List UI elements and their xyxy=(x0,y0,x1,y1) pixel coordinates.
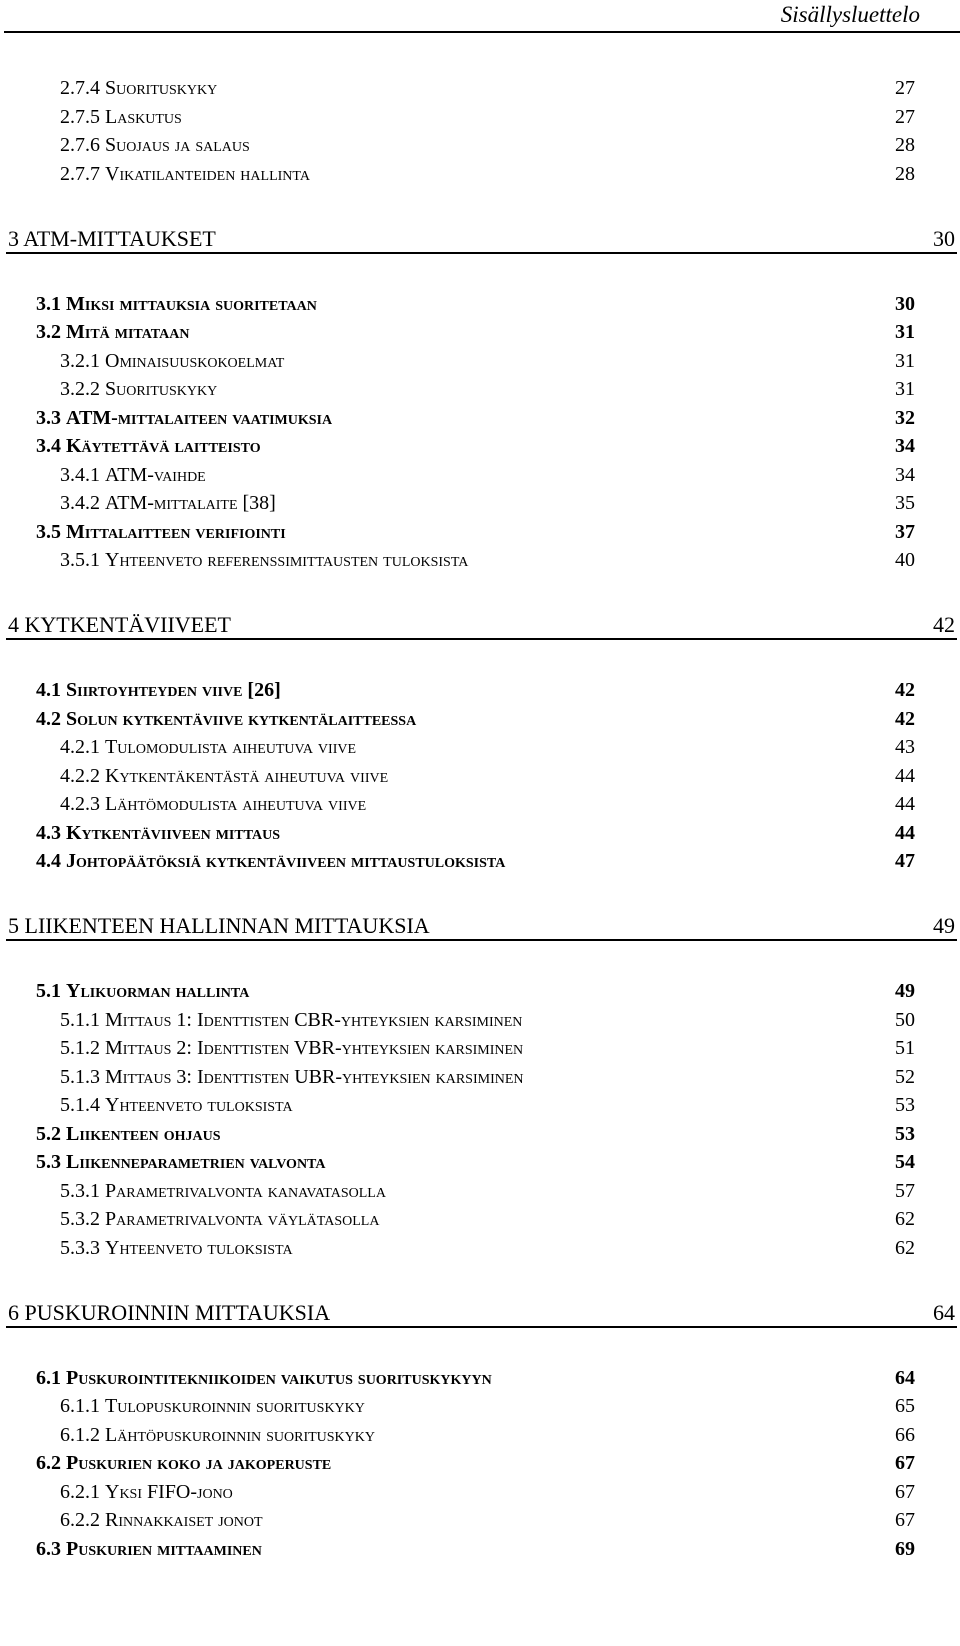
toc-entry[interactable] xyxy=(0,1148,960,1176)
toc-entry-page-number: 44 xyxy=(895,764,915,787)
toc-entry-label xyxy=(60,1009,522,1031)
toc-entry-label xyxy=(60,492,276,514)
toc-entry-number: 3.2.2 xyxy=(60,378,100,400)
toc-entry-label xyxy=(36,708,416,730)
header-rule xyxy=(4,31,960,33)
toc-entry[interactable] xyxy=(0,432,960,460)
toc-entry-label xyxy=(60,765,388,787)
toc-entry-label xyxy=(60,163,310,185)
toc-entry-title: Tulopuskuroinnin suorituskyky xyxy=(105,1395,365,1417)
toc-entry[interactable] xyxy=(0,1364,960,1392)
toc-entry-page-number: 28 xyxy=(895,134,915,156)
toc-entry-label xyxy=(60,1208,379,1230)
toc-entry-page-number: 47 xyxy=(895,850,915,872)
toc-entry-number: 5.3 xyxy=(36,1151,61,1173)
toc-entry[interactable] xyxy=(0,347,960,375)
toc-entry-label xyxy=(60,549,468,571)
toc-entry-label xyxy=(60,1094,293,1116)
toc-entry[interactable] xyxy=(0,131,960,159)
toc-entry-label xyxy=(60,1237,293,1259)
toc-entry-label xyxy=(60,106,182,128)
toc-entry-title: Vikatilanteiden hallinta xyxy=(105,162,310,185)
toc-entry-number: 3.3 xyxy=(36,406,61,429)
toc-entry-page-number: 42 xyxy=(895,707,915,730)
toc-entry-page-number: 49 xyxy=(933,913,955,938)
toc-entry-number: 6.3 xyxy=(36,1537,61,1560)
toc-entry-number: 5.3.3 xyxy=(60,1236,100,1259)
toc-entry-title: Yhteenveto tuloksista xyxy=(105,1094,293,1116)
toc-entry-label xyxy=(60,736,356,758)
toc-entry[interactable] xyxy=(0,705,960,733)
toc-entry-title: Johtopäätöksiä kytkentäviiveen mittaustuloksista xyxy=(66,850,506,872)
toc-entry[interactable] xyxy=(0,489,960,517)
toc-entry-label xyxy=(8,915,430,937)
toc-chapter-entry[interactable] xyxy=(6,222,957,254)
toc-entry-label xyxy=(36,1151,325,1173)
toc-entry-page-number: 32 xyxy=(895,406,915,429)
toc-entry[interactable] xyxy=(0,1205,960,1233)
toc-entry[interactable] xyxy=(0,1535,960,1563)
toc-entry-number: 3.4.2 xyxy=(60,492,100,514)
toc-entry-number: 4.2 xyxy=(36,707,61,730)
toc-entry-page-number: 30 xyxy=(895,292,915,315)
toc-entry-number: 3.5 xyxy=(36,520,61,543)
toc-entry-title: Puskurien koko ja jakoperuste xyxy=(66,1452,332,1474)
toc-entry-title: Mittaus 2: Identtisten VBR-yhteyksien karsiminen xyxy=(105,1037,524,1059)
toc-entry-number: 6.2 xyxy=(36,1452,61,1474)
toc-entry-page-number: 35 xyxy=(895,492,915,514)
toc-entry-number: 4.2.2 xyxy=(60,764,100,787)
toc-entry[interactable] xyxy=(0,1478,960,1506)
toc-entry-label xyxy=(60,1395,365,1417)
toc-entry-page-number: 51 xyxy=(895,1037,915,1059)
toc-entry-label xyxy=(60,1037,523,1059)
toc-entry[interactable] xyxy=(0,546,960,574)
toc-entry[interactable] xyxy=(0,1392,960,1420)
toc-entry-label xyxy=(36,1452,331,1474)
toc-entry[interactable] xyxy=(0,1177,960,1205)
toc-entry-label xyxy=(36,850,505,872)
toc-entry-title: Puskurointitekniikoiden vaikutus suorituskykyyn xyxy=(66,1366,492,1389)
toc-entry-title: Yhteenveto referenssimittausten tuloksista xyxy=(105,549,469,571)
toc-entry-page-number: 53 xyxy=(895,1094,915,1116)
toc-entry-label xyxy=(36,1538,262,1560)
toc-entry-title: Tulomodulista aiheutuva viive xyxy=(105,736,357,758)
toc-entry-page-number: 62 xyxy=(895,1236,915,1259)
toc-entry-title: Liikenneparametrien valvonta xyxy=(66,1151,326,1173)
toc-entry[interactable] xyxy=(0,847,960,875)
toc-entry-label xyxy=(8,225,216,251)
toc-entry-label xyxy=(36,1367,492,1389)
toc-entry-number: 3.2.1 xyxy=(60,349,100,372)
toc-entry-title: Liikenteen ohjaus xyxy=(66,1122,221,1145)
toc-entry[interactable] xyxy=(0,103,960,131)
toc-chapter-entry[interactable] xyxy=(6,608,957,640)
toc-entry-title: PUSKUROINNIN MITTAUKSIA xyxy=(24,1299,331,1325)
toc-entry-title: Mittalaitteen verifiointi xyxy=(66,520,286,543)
toc-entry-label xyxy=(36,321,189,343)
toc-entry-label xyxy=(36,407,332,429)
toc-entry-title: Lähtömodulista aiheutuva viive xyxy=(105,793,367,815)
toc-entry[interactable] xyxy=(0,1120,960,1148)
toc-entry[interactable] xyxy=(0,676,960,704)
toc-entry-label xyxy=(36,980,249,1002)
toc-entry-number: 2.7.6 xyxy=(60,134,100,156)
toc-entry-page-number: 69 xyxy=(895,1537,915,1560)
toc-entry-page-number: 42 xyxy=(933,612,955,637)
toc-entry-number: 5 xyxy=(8,913,19,938)
toc-entry-label xyxy=(60,1481,233,1503)
toc-entry-title: ATM-MITTAUKSET xyxy=(23,225,216,251)
toc-entry-label xyxy=(60,793,366,815)
toc-entry[interactable] xyxy=(0,762,960,790)
toc-entry-page-number: 44 xyxy=(895,793,915,815)
toc-entry-title: Mitä mitataan xyxy=(66,321,190,343)
toc-entry-title: LIIKENTEEN HALLINNAN MITTAUKSIA xyxy=(24,913,430,938)
toc-entry-page-number: 31 xyxy=(895,321,915,343)
toc-entry-label xyxy=(36,679,281,701)
toc-entry-number: 5.1.3 xyxy=(60,1065,100,1088)
toc-entry-number: 5.1.4 xyxy=(60,1094,100,1116)
toc-entry-label xyxy=(36,435,261,457)
toc-entry-title: Parametrivalvonta väylätasolla xyxy=(105,1208,380,1230)
toc-entry-number: 5.2 xyxy=(36,1122,61,1145)
toc-entry-page-number: 28 xyxy=(895,162,915,185)
toc-entry-page-number: 44 xyxy=(895,821,915,844)
toc-entry-title: Miksi mittauksia suoritetaan xyxy=(66,292,317,315)
toc-entry-page-number: 42 xyxy=(895,679,915,701)
toc-entry-page-number: 34 xyxy=(895,463,915,486)
toc-entry-page-number: 64 xyxy=(933,1299,955,1325)
toc-entry-page-number: 67 xyxy=(895,1480,915,1503)
toc-entry-label xyxy=(60,134,250,156)
toc-entry-label xyxy=(60,1180,386,1202)
toc-entry-number: 3 xyxy=(8,225,19,251)
toc-entry-page-number: 62 xyxy=(895,1208,915,1230)
toc-entry-title: Kytkentäviiveen mittaus xyxy=(66,821,280,844)
toc-entry-label xyxy=(60,464,206,486)
toc-entry-label xyxy=(60,378,217,400)
toc-entry-number: 3.5.1 xyxy=(60,549,100,571)
toc-entry-number: 4.2.3 xyxy=(60,793,100,815)
toc-entry[interactable] xyxy=(0,1006,960,1034)
toc-entry[interactable] xyxy=(0,1421,960,1449)
toc-entry-title: ATM-mittalaite [38] xyxy=(105,492,276,514)
toc-entry-title: Rinnakkaiset jonot xyxy=(105,1509,263,1531)
toc-entry-title: Lähtöpuskuroinnin suorituskyky xyxy=(105,1423,376,1446)
toc-entry[interactable] xyxy=(0,1034,960,1062)
toc-entry-title: KYTKENTÄVIIVEET xyxy=(24,612,231,637)
toc-entry[interactable] xyxy=(0,790,960,818)
toc-entry-number: 6 xyxy=(8,1299,19,1325)
toc-entry-label xyxy=(36,1123,220,1145)
toc-entry[interactable] xyxy=(0,1506,960,1534)
toc-entry-page-number: 49 xyxy=(895,980,915,1002)
toc-entry-number: 3.1 xyxy=(36,292,61,315)
toc-entry-title: Yksi FIFO-jono xyxy=(105,1480,233,1503)
toc-chapter-entry[interactable] xyxy=(6,1296,957,1328)
toc-entry-page-number: 52 xyxy=(895,1065,915,1088)
toc-entry[interactable] xyxy=(0,1449,960,1477)
toc-entry-label xyxy=(36,293,317,315)
toc-entry-number: 2.7.4 xyxy=(60,77,100,99)
toc-entry-number: 5.3.2 xyxy=(60,1208,100,1230)
toc-entry[interactable] xyxy=(0,518,960,546)
toc-entry-page-number: 67 xyxy=(895,1509,915,1531)
toc-entry-page-number: 65 xyxy=(895,1395,915,1417)
toc-entry[interactable] xyxy=(0,1063,960,1091)
toc-entry-title: Puskurien mittaaminen xyxy=(66,1537,262,1560)
toc-entry-number: 3.4 xyxy=(36,435,61,457)
toc-entry-title: Käytettävä laitteisto xyxy=(66,435,261,457)
toc-entry-number: 3.4.1 xyxy=(60,463,100,486)
toc-entry-number: 6.2.1 xyxy=(60,1480,100,1503)
toc-entry[interactable] xyxy=(0,977,960,1005)
toc-entry-label xyxy=(60,1424,375,1446)
toc-entry-page-number: 31 xyxy=(895,378,915,400)
toc-entry-number: 4.2.1 xyxy=(60,736,100,758)
toc-entry[interactable] xyxy=(0,1091,960,1119)
toc-entry-number: 4.1 xyxy=(36,679,61,701)
toc-entry-page-number: 34 xyxy=(895,435,915,457)
toc-entry-label xyxy=(60,1509,263,1531)
toc-entry-number: 5.3.1 xyxy=(60,1179,100,1202)
toc-entry-number: 4 xyxy=(8,612,19,637)
toc-entry-title: Ominaisuuskokoelmat xyxy=(105,349,285,372)
toc-chapter-entry[interactable] xyxy=(6,909,957,941)
toc-entry-number: 6.1.1 xyxy=(60,1395,100,1417)
toc-entry[interactable] xyxy=(0,819,960,847)
toc-entry-page-number: 64 xyxy=(895,1366,915,1389)
toc-entry-title: Mittaus 1: Identtisten CBR-yhteyksien karsiminen xyxy=(105,1008,523,1031)
toc-entry-label xyxy=(60,1066,524,1088)
toc-entry-page-number: 37 xyxy=(895,520,915,543)
toc-entry-page-number: 67 xyxy=(895,1452,915,1474)
toc-entry-number: 3.2 xyxy=(36,321,61,343)
toc-entry-title: Suorituskyky xyxy=(105,77,218,99)
toc-entry-number: 5.1.1 xyxy=(60,1008,100,1031)
toc-entry-page-number: 27 xyxy=(895,105,915,128)
toc-entry[interactable] xyxy=(0,290,960,318)
running-header-title: Sisällysluettelo xyxy=(780,2,920,27)
toc-entry-number: 2.7.5 xyxy=(60,105,100,128)
toc-entry-title: Ylikuorman hallinta xyxy=(66,980,250,1002)
toc-entry[interactable] xyxy=(0,404,960,432)
toc-entry-page-number: 27 xyxy=(895,77,915,99)
toc-entry-title: ATM-mittalaiteen vaatimuksia xyxy=(66,406,333,429)
toc-entry-number: 2.7.7 xyxy=(60,162,100,185)
toc-entry[interactable] xyxy=(0,318,960,346)
toc-entry[interactable] xyxy=(0,733,960,761)
toc-entry[interactable] xyxy=(0,74,960,102)
toc-entry-title: Solun kytkentäviive kytkentälaitteessa xyxy=(66,707,417,730)
toc-entry-page-number: 40 xyxy=(895,549,915,571)
toc-entry-page-number: 66 xyxy=(895,1423,915,1446)
toc-entry-title: Laskutus xyxy=(105,105,182,128)
toc-entry-title: ATM-vaihde xyxy=(105,463,206,486)
toc-entry-label xyxy=(60,350,284,372)
toc-entry-label xyxy=(36,822,280,844)
toc-entry-label xyxy=(60,77,217,99)
toc-entry-label xyxy=(8,614,231,636)
toc-entry[interactable] xyxy=(0,375,960,403)
toc-entry-title: Yhteenveto tuloksista xyxy=(105,1236,293,1259)
toc-entry-title: Mittaus 3: Identtisten UBR-yhteyksien karsiminen xyxy=(105,1065,524,1088)
toc-entry-number: 5.1 xyxy=(36,980,61,1002)
toc-entry-number: 6.2.2 xyxy=(60,1509,100,1531)
toc-entry-page-number: 54 xyxy=(895,1151,915,1173)
toc-entry-title: Parametrivalvonta kanavatasolla xyxy=(105,1179,386,1202)
toc-entry-page-number: 30 xyxy=(933,225,955,251)
toc-entry-label xyxy=(8,1299,331,1325)
toc-entry-title: Kytkentäkentästä aiheutuva viive xyxy=(105,764,389,787)
toc-entry-label xyxy=(36,521,286,543)
toc-entry[interactable] xyxy=(0,1234,960,1262)
toc-entry-number: 5.1.2 xyxy=(60,1037,100,1059)
toc-entry-title: Siirtoyhteyden viive [26] xyxy=(66,679,281,701)
toc-entry-page-number: 50 xyxy=(895,1008,915,1031)
toc-entry[interactable] xyxy=(0,461,960,489)
toc-entry-number: 4.4 xyxy=(36,850,61,872)
toc-entry-page-number: 57 xyxy=(895,1179,915,1202)
toc-entry-number: 6.1 xyxy=(36,1366,61,1389)
toc-entry-page-number: 31 xyxy=(895,349,915,372)
toc-entry-page-number: 43 xyxy=(895,736,915,758)
toc-entry-title: Suojaus ja salaus xyxy=(105,134,250,156)
toc-entry-number: 6.1.2 xyxy=(60,1423,100,1446)
toc-entry-number: 4.3 xyxy=(36,821,61,844)
page-header xyxy=(0,0,960,34)
toc-entry-page-number: 53 xyxy=(895,1122,915,1145)
toc-entry-title: Suorituskyky xyxy=(105,378,218,400)
toc-entry[interactable] xyxy=(0,160,960,188)
